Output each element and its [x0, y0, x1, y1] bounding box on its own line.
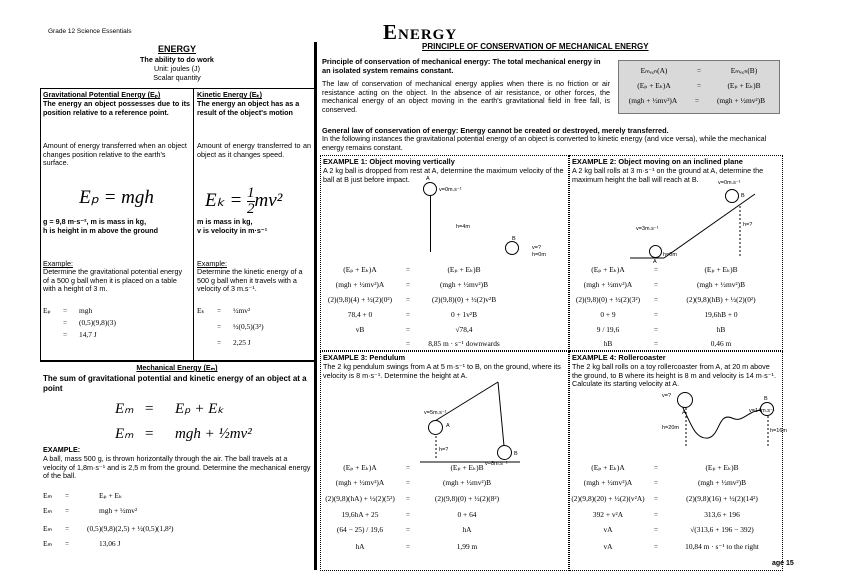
example-2-label-a: A: [653, 259, 657, 265]
example-3-ball-a: [428, 420, 443, 435]
energy-definition: The ability to do work: [140, 55, 214, 64]
example-2-label-b: B: [741, 193, 745, 199]
example-2-text: A 2 kg ball rolls at 3 m·s⁻¹ on the ground at A, determine the maximum height the ball will reach at B.: [572, 166, 764, 184]
gpe-vars-2: h is height in m above the ground: [43, 226, 159, 235]
ex2-row-1: (mgh + ½mv²)A = (mgh + ½mv²)B: [583, 280, 746, 289]
ex4-row-4: vA = √(313,6 + 196 − 392): [603, 525, 754, 534]
ke-vars-2: v is velocity in m·s⁻¹: [197, 226, 268, 235]
example-3-title: EXAMPLE 3: Pendulum: [323, 353, 406, 362]
ke-sol-0: Eₖ = ½mv²: [197, 306, 251, 315]
ke-description: Amount of energy transferred to an object as it changes speed.: [197, 141, 311, 159]
principle-box-row-2: (mgh + ½mv²)A = (mgh + ½mv²)B: [628, 96, 766, 105]
gpe-example-label: Example:: [43, 259, 73, 268]
mech-sol-3: Eₘ = 13,06 J: [43, 539, 121, 548]
energy-heading: ENERGY: [157, 44, 196, 54]
principle-body: The law of conservation of mechanical energy applies when there is no friction or air resistance acting on the object. In the absence of air resistance, or other forces, the mechanical energy of an object moving in the earth's gravitational field in free fall, is conserved.: [322, 79, 610, 114]
example-4-label-h20: h=20m: [662, 425, 679, 431]
example-3-label-h: h=?: [439, 447, 449, 453]
ex2-row-0: (Eₚ + Eₖ)A = (Eₚ + Eₖ)B: [591, 265, 738, 274]
example-3-ball-b: [497, 445, 512, 460]
example-1-label-v0: v=0m.s⁻¹: [439, 187, 462, 193]
mech-sol-0: Eₘ = Eₚ + Eₖ: [43, 491, 123, 500]
example-3-text: The 2 kg pendulum swings from A at 5 m·s⁻¹ to B, on the ground, where its velocity is 8 m·s⁻¹. Determine the height at A.: [323, 362, 561, 380]
ex4-row-3: 392 + v²A = 313,6 + 196: [592, 510, 740, 519]
ke-example-label: Example:: [197, 259, 227, 268]
example-1-label-b: B: [512, 236, 516, 242]
ex2-row-4: 9 / 19,6 = hB: [596, 325, 726, 334]
example-1-ball-a: [423, 182, 437, 196]
example-3-label-v8: v=8m.s⁻¹: [485, 461, 508, 467]
example-4-label-h16: h=16m: [770, 428, 787, 434]
example-1-height-line: [430, 196, 431, 252]
example-1-label-h4: h=4m: [456, 224, 470, 230]
ex4-row-0: (Eₚ + Eₖ)A = (Eₚ + Eₖ)B: [591, 463, 739, 472]
principle-box-row-0: Eₘₑ꜀ₕ(A) = Eₘₑ꜀ₕ(B): [640, 66, 758, 75]
mech-heading: Mechanical Energy (Eₘ): [136, 363, 218, 372]
gpe-description: Amount of energy transferred when an object changes position relative to the earth's surface.: [43, 141, 187, 168]
example-4-ball-a: [677, 392, 693, 408]
page-number: age 15: [772, 560, 794, 567]
example-1-text: A 2 kg ball is dropped from rest at A, determine the maximum velocity of the ball at B just before impact.: [323, 166, 564, 184]
example-2-label-v3: v=3m.s⁻¹: [636, 226, 659, 232]
ex2-row-5: hB = 0,46 m: [603, 339, 732, 348]
gpe-sol-1: = (0,5)(9,8)(3): [63, 318, 116, 327]
ex1-row-4: vB = √78,4: [355, 325, 473, 334]
gpe-heading: Gravitational Potential Energy (Eₚ): [43, 90, 161, 99]
general-law-body: In the following instances the gravitational potential energy of an object is converted to kinetic energy (and vice versa), while the mechanical energy remains constant.: [322, 134, 767, 152]
example-2-ball-b: [725, 189, 739, 203]
ke-sol-2: = 2,25 J: [217, 338, 251, 347]
ke-sol-1: = ½(0,5)(3²): [217, 322, 264, 331]
ke-definition: The energy an object has as a result of the object's motion: [197, 99, 300, 117]
ke-heading: Kinetic Energy (Eₖ): [197, 90, 262, 99]
ex2-row-3: 0 + 9 = 19,6hB + 0: [600, 310, 738, 319]
mech-sol-2: Eₘ = (0,5)(9,8)(2,5) + ½(0,5)(1,8²): [43, 524, 174, 533]
ex3-row-5: hA = 1,99 m: [355, 542, 478, 551]
ex2-row-2: (2)(9,8)(0) + ½(2)(3²) = (2)(9,8)(hB) + ½(2)(0²): [575, 295, 756, 304]
example-2-title: EXAMPLE 2: Object moving on an inclined plane: [572, 157, 743, 166]
general-law-text: General law of conservation of energy: Energy cannot be created or destroyed, merely transferred.: [322, 126, 669, 135]
ex4-row-5: vA = 10,84 m · s⁻¹ to the right: [603, 542, 759, 551]
ex3-row-1: (mgh + ½mv²)A = (mgh + ½mv²)B: [335, 478, 492, 487]
ex1-row-5: = 8,85 m · s⁻¹ downwards: [405, 339, 500, 348]
ex4-row-2: (2)(9,8)(20) + ½(2)(v²A) = (2)(9,8)(16) + ½(2)(14²): [571, 494, 758, 503]
example-4-label-b: B: [764, 396, 768, 402]
gpe-formula: Eₚ = mgh: [79, 187, 154, 208]
ex3-row-2: (2)(9,8)(hA) + ½(2)(5²) = (2)(9,8)(0) + ½(2)(8²): [325, 494, 500, 503]
mech-definition: The sum of gravitational potential and kinetic energy of an object at a point: [43, 374, 307, 393]
mech-example-label: EXAMPLE:: [43, 445, 81, 454]
mech-example-text: A ball, mass 500 g, is thrown horizontally through the air. The ball travels at a velocity of 1,8m·s⁻¹ and is 2,5 m from the ground. Determine the mechanical energy of the ball.: [43, 454, 311, 481]
gpe-definition: The energy an object possesses due to its position relative to a reference point.: [43, 99, 190, 117]
ex3-row-3: 19,6hA + 25 = 0 + 64: [341, 510, 477, 519]
gpe-example-text: Determine the gravitational potential energy of a 500 g ball when it is placed on a table with a height of 3 m.: [43, 267, 183, 294]
example-4-label-a: A: [682, 410, 686, 416]
example-1-title: EXAMPLE 1: Object moving vertically: [323, 157, 455, 166]
gpe-sol-2: = 14,7 J: [63, 330, 97, 339]
example-1-ball-b: [505, 241, 519, 255]
example-1-label-a: A: [426, 176, 430, 182]
example-3-label-b: B: [514, 451, 518, 457]
example-4-text: The 2 kg ball rolls on a toy rollercoaster from A, at 20 m above the ground, to B where its height is 8 m and velocity is 14 m·s⁻¹. Calculate its starting velocity at A.: [572, 362, 776, 389]
mech-formula-2: Eₘ = mgh + ½mv²: [115, 426, 252, 442]
ex4-row-1: (mgh + ½mv²)A = (mgh + ½mv²)B: [583, 478, 747, 487]
example-1-label-h0: h=0m: [532, 252, 546, 258]
example-3-label-a: A: [446, 423, 450, 429]
example-2-label-h: h=?: [743, 222, 753, 228]
page-subtitle: PRINCIPLE OF CONSERVATION OF MECHANICAL ENERGY: [422, 42, 649, 51]
example-4-label-v14: v=14m.s⁻¹: [749, 408, 775, 414]
gpe-vars-1: g = 9,8 m·s⁻², m is mass in kg,: [43, 217, 147, 226]
ex1-row-2: (2)(9,8)(4) + ½(2)(0²) = (2)(9,8)(0) + ½(2)v²B: [327, 295, 497, 304]
mech-formula-1: Eₘ = Eₚ + Eₖ: [115, 401, 224, 417]
ke-formula: Eₖ = $\frac{1}{2}$ mv²: [205, 185, 283, 217]
principle-text: Principle of conservation of mechanical energy: The total mechanical energy in an isolated system remains constant.: [322, 57, 601, 75]
example-4-title: EXAMPLE 4: Rollercoaster: [572, 353, 666, 362]
mech-sol-1: Eₘ = mgh + ½mv²: [43, 506, 138, 515]
energy-unit: Unit: joules (J): [154, 64, 200, 73]
example-2-label-v0: v=0m.s⁻¹: [718, 180, 741, 186]
ex1-row-1: (mgh + ½mv²)A = (mgh + ½mv²)B: [335, 280, 489, 289]
example-4-label-v: v=?: [662, 393, 672, 399]
energy-kind: Scalar quantity: [153, 73, 201, 82]
ke-example-text: Determine the kinetic energy of a 500 g ball when it travels with a velocity of 3 m.s⁻¹.: [197, 267, 303, 294]
ex1-row-3: 78,4 + 0 = 0 + 1v²B: [347, 310, 478, 319]
example-3-label-v5: v=5m.s⁻¹: [424, 410, 447, 416]
example-2-ball-a: [649, 245, 662, 258]
ex3-row-0: (Eₚ + Eₖ)A = (Eₚ + Eₖ)B: [343, 463, 484, 472]
example-1-label-v: v=?: [532, 245, 542, 251]
ke-vars-1: m is mass in kg,: [197, 217, 253, 226]
principle-box-row-1: (Eₚ + Eₖ)A = (Eₚ + Eₖ)B: [637, 81, 761, 90]
ex1-row-0: (Eₚ + Eₖ)A = (Eₚ + Eₖ)B: [343, 265, 481, 274]
ex3-row-4: (64 − 25) / 19,6 = hA: [336, 525, 472, 534]
example-2-label-h0: h=0m: [663, 252, 677, 258]
page-title: Energy: [383, 20, 458, 44]
gpe-sol-0: Eₚ = mgh: [43, 306, 93, 315]
grade-label: Grade 12 Science Essentials: [48, 28, 132, 35]
